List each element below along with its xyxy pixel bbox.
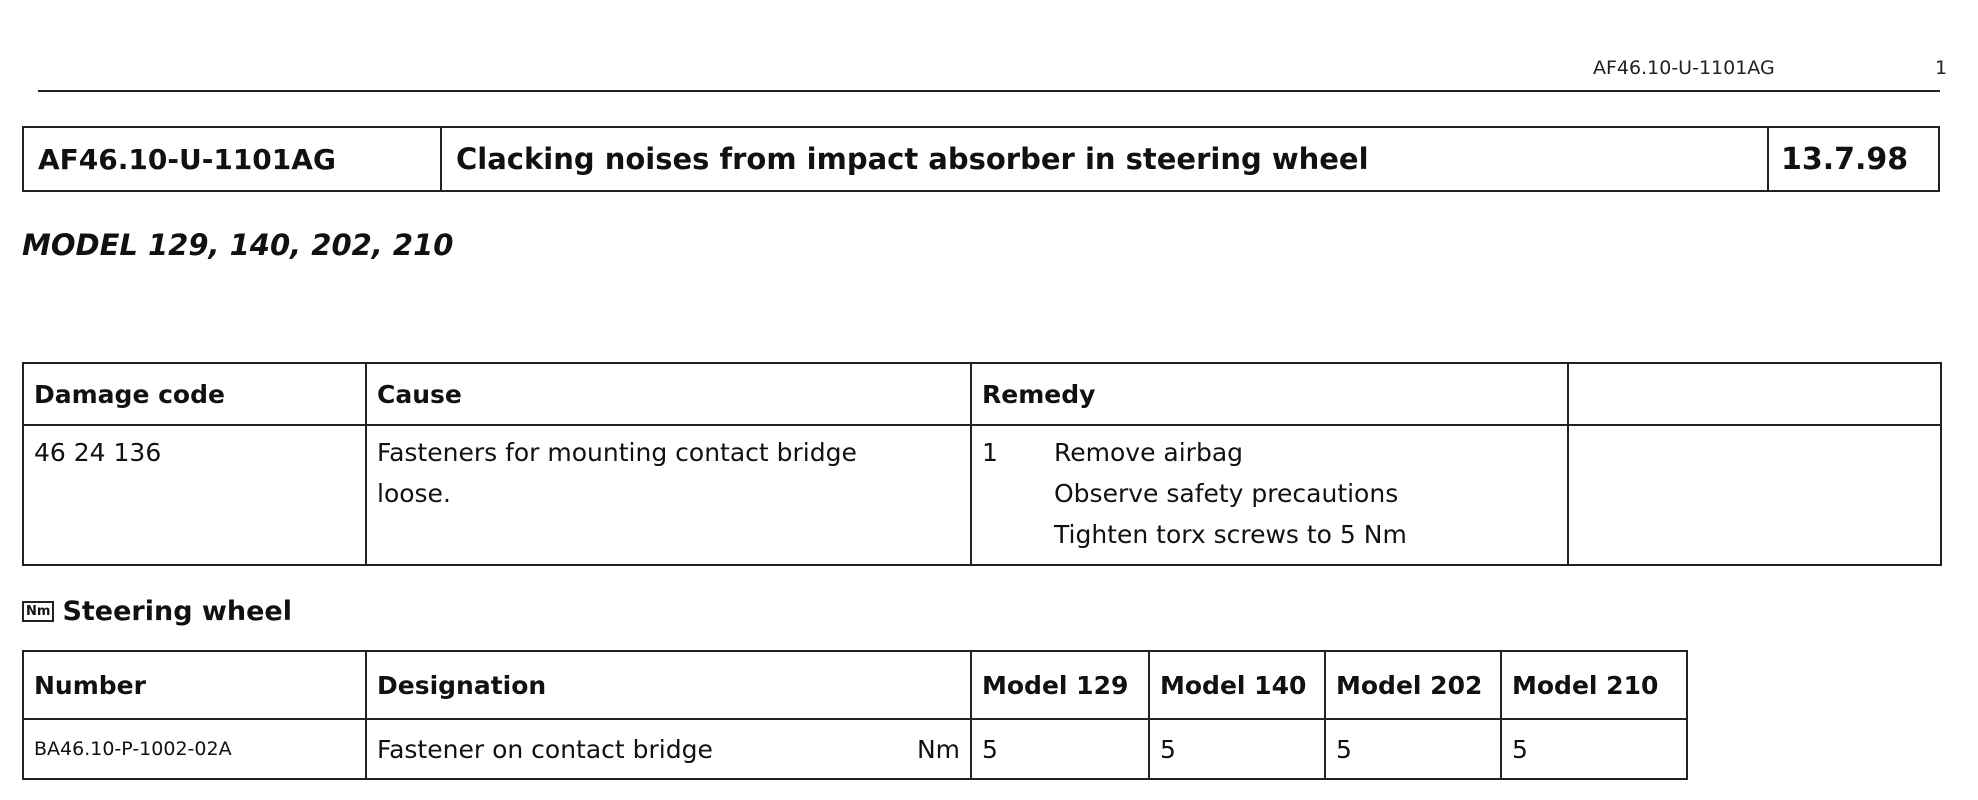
page-number: 1 (1935, 57, 1948, 79)
header-cause: Cause (366, 363, 971, 425)
damage-table-header (23, 363, 1941, 425)
blank-cell (1568, 425, 1941, 565)
damage-code-cell: 46 24 136 (23, 425, 366, 565)
designation-cell (366, 719, 971, 779)
torque-table-header (23, 651, 1687, 719)
torque-section-title: Steering wheel (62, 596, 292, 627)
header-model-210: Model 210 (1501, 651, 1687, 719)
torque-table (22, 650, 1688, 780)
header-designation: Designation (366, 651, 971, 719)
cause-line: loose. (377, 479, 451, 508)
document-code: AF46.10-U-1101AG (24, 128, 442, 190)
header-model-140: Model 140 (1149, 651, 1325, 719)
torque-nm-icon: Nm (22, 601, 54, 622)
unit-label: Nm (916, 734, 960, 764)
cause-line: Fasteners for mounting contact bridge (377, 438, 857, 467)
header-damage-code: Damage code (23, 363, 366, 425)
title-bar (22, 126, 1940, 192)
remedy-steps (1054, 432, 1407, 555)
remedy-step-number: 1 (982, 438, 998, 467)
table-row (23, 425, 1941, 565)
value-model-140: 5 (1149, 719, 1325, 779)
header-blank (1568, 363, 1941, 425)
remedy-step: Tighten torx screws to 5 Nm (1054, 520, 1407, 549)
value-model-210: 5 (1501, 719, 1687, 779)
model-heading: MODEL 129, 140, 202, 210 (22, 228, 454, 262)
remedy-step: Observe safety precautions (1054, 479, 1399, 508)
document-title: Clacking noises from impact absorber in steering wheel (442, 128, 1769, 190)
cause-cell (366, 425, 971, 565)
header-rule (38, 90, 1940, 92)
remedy-step: Remove airbag (1054, 438, 1244, 467)
value-model-129: 5 (971, 719, 1149, 779)
damage-table (22, 362, 1942, 566)
table-row (23, 719, 1687, 779)
designation-text: Fastener on contact bridge (377, 734, 713, 764)
header-doc-reference: AF46.10-U-1101AG (1593, 57, 1775, 79)
value-model-202: 5 (1325, 719, 1501, 779)
header-number: Number (23, 651, 366, 719)
remedy-cell (971, 425, 1568, 565)
torque-section-heading (22, 596, 292, 627)
part-number-cell: BA46.10-P-1002-02A (23, 719, 366, 779)
document-date: 13.7.98 (1781, 141, 1909, 177)
header-model-129: Model 129 (971, 651, 1149, 719)
header-model-202: Model 202 (1325, 651, 1501, 719)
header-remedy: Remedy (971, 363, 1568, 425)
